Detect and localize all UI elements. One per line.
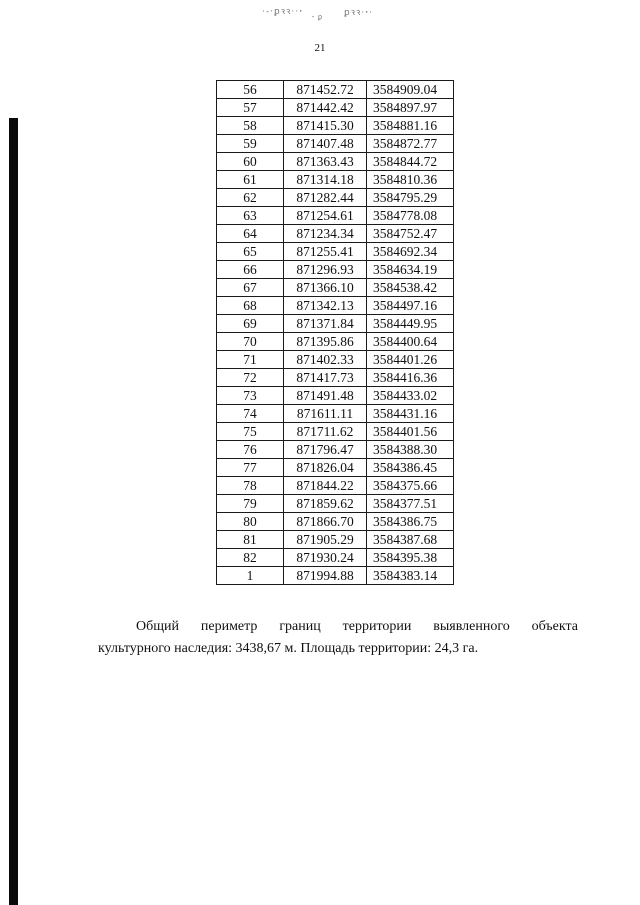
summary-word: территории xyxy=(342,619,412,634)
summary-line-2: культурного наследия: 3438,67 м. Площадь территории: 24,3 га. xyxy=(98,641,479,656)
point-number-cell: 65 xyxy=(217,243,284,261)
smudge-mark: ꝑꝛꝛ·ꞏ· xyxy=(344,7,374,17)
table-row xyxy=(217,153,454,171)
summary-paragraph xyxy=(98,616,578,660)
smudge-mark: ·-·ꝑꝛꝛ··ꞏ xyxy=(262,6,304,16)
table-row xyxy=(217,189,454,207)
y-coordinate-cell: 3584375.66 xyxy=(367,477,454,495)
table-row xyxy=(217,423,454,441)
y-coordinate-cell: 3584387.68 xyxy=(367,531,454,549)
table-row xyxy=(217,531,454,549)
point-number-cell: 75 xyxy=(217,423,284,441)
point-number-cell: 74 xyxy=(217,405,284,423)
summary-word: выявленного xyxy=(433,619,510,634)
summary-line-1 xyxy=(98,616,578,638)
y-coordinate-cell: 3584810.36 xyxy=(367,171,454,189)
table-row xyxy=(217,279,454,297)
point-number-cell: 79 xyxy=(217,495,284,513)
x-coordinate-cell: 871371.84 xyxy=(284,315,367,333)
y-coordinate-cell: 3584634.19 xyxy=(367,261,454,279)
y-coordinate-cell: 3584377.51 xyxy=(367,495,454,513)
y-coordinate-cell: 3584386.75 xyxy=(367,513,454,531)
y-coordinate-cell: 3584692.34 xyxy=(367,243,454,261)
table-row xyxy=(217,225,454,243)
x-coordinate-cell: 871314.18 xyxy=(284,171,367,189)
x-coordinate-cell: 871254.61 xyxy=(284,207,367,225)
point-number-cell: 64 xyxy=(217,225,284,243)
x-coordinate-cell: 871255.41 xyxy=(284,243,367,261)
scan-smudge-marks xyxy=(262,4,412,20)
y-coordinate-cell: 3584401.26 xyxy=(367,351,454,369)
point-number-cell: 81 xyxy=(217,531,284,549)
coordinates-table-body xyxy=(217,81,454,585)
table-row xyxy=(217,243,454,261)
table-row xyxy=(217,441,454,459)
table-row xyxy=(217,333,454,351)
x-coordinate-cell: 871859.62 xyxy=(284,495,367,513)
table-row xyxy=(217,549,454,567)
y-coordinate-cell: 3584538.42 xyxy=(367,279,454,297)
y-coordinate-cell: 3584416.36 xyxy=(367,369,454,387)
point-number-cell: 67 xyxy=(217,279,284,297)
point-number-cell: 71 xyxy=(217,351,284,369)
table-row xyxy=(217,567,454,585)
x-coordinate-cell: 871282.44 xyxy=(284,189,367,207)
x-coordinate-cell: 871296.93 xyxy=(284,261,367,279)
table-row xyxy=(217,81,454,99)
table-row xyxy=(217,99,454,117)
table-row xyxy=(217,297,454,315)
x-coordinate-cell: 871930.24 xyxy=(284,549,367,567)
x-coordinate-cell: 871363.43 xyxy=(284,153,367,171)
point-number-cell: 63 xyxy=(217,207,284,225)
y-coordinate-cell: 3584433.02 xyxy=(367,387,454,405)
x-coordinate-cell: 871417.73 xyxy=(284,369,367,387)
point-number-cell: 73 xyxy=(217,387,284,405)
point-number-cell: 77 xyxy=(217,459,284,477)
table-row xyxy=(217,387,454,405)
table-row xyxy=(217,171,454,189)
y-coordinate-cell: 3584872.77 xyxy=(367,135,454,153)
table-row xyxy=(217,117,454,135)
table-row xyxy=(217,369,454,387)
summary-word: границ xyxy=(279,619,321,634)
point-number-cell: 56 xyxy=(217,81,284,99)
y-coordinate-cell: 3584449.95 xyxy=(367,315,454,333)
y-coordinate-cell: 3584388.30 xyxy=(367,441,454,459)
point-number-cell: 60 xyxy=(217,153,284,171)
x-coordinate-cell: 871491.48 xyxy=(284,387,367,405)
summary-word: периметр xyxy=(200,619,258,634)
page-number: 21 xyxy=(314,42,326,54)
x-coordinate-cell: 871402.33 xyxy=(284,351,367,369)
y-coordinate-cell: 3584844.72 xyxy=(367,153,454,171)
point-number-cell: 58 xyxy=(217,117,284,135)
point-number-cell: 62 xyxy=(217,189,284,207)
y-coordinate-cell: 3584752.47 xyxy=(367,225,454,243)
y-coordinate-cell: 3584909.04 xyxy=(367,81,454,99)
point-number-cell: 1 xyxy=(217,567,284,585)
point-number-cell: 69 xyxy=(217,315,284,333)
table-row xyxy=(217,513,454,531)
point-number-cell: 57 xyxy=(217,99,284,117)
y-coordinate-cell: 3584897.97 xyxy=(367,99,454,117)
point-number-cell: 66 xyxy=(217,261,284,279)
point-number-cell: 61 xyxy=(217,171,284,189)
table-row xyxy=(217,207,454,225)
x-coordinate-cell: 871395.86 xyxy=(284,333,367,351)
y-coordinate-cell: 3584881.16 xyxy=(367,117,454,135)
summary-word: Общий xyxy=(136,619,179,634)
x-coordinate-cell: 871711.62 xyxy=(284,423,367,441)
table-row xyxy=(217,135,454,153)
point-number-cell: 70 xyxy=(217,333,284,351)
summary-word: объекта xyxy=(531,619,578,634)
x-coordinate-cell: 871826.04 xyxy=(284,459,367,477)
y-coordinate-cell: 3584497.16 xyxy=(367,297,454,315)
point-number-cell: 80 xyxy=(217,513,284,531)
x-coordinate-cell: 871366.10 xyxy=(284,279,367,297)
x-coordinate-cell: 871342.13 xyxy=(284,297,367,315)
table-row xyxy=(217,405,454,423)
table-row xyxy=(217,315,454,333)
y-coordinate-cell: 3584395.38 xyxy=(367,549,454,567)
y-coordinate-cell: 3584400.64 xyxy=(367,333,454,351)
y-coordinate-cell: 3584778.08 xyxy=(367,207,454,225)
y-coordinate-cell: 3584383.14 xyxy=(367,567,454,585)
point-number-cell: 68 xyxy=(217,297,284,315)
y-coordinate-cell: 3584386.45 xyxy=(367,459,454,477)
table-row xyxy=(217,459,454,477)
y-coordinate-cell: 3584401.56 xyxy=(367,423,454,441)
y-coordinate-cell: 3584795.29 xyxy=(367,189,454,207)
x-coordinate-cell: 871442.42 xyxy=(284,99,367,117)
point-number-cell: 59 xyxy=(217,135,284,153)
x-coordinate-cell: 871866.70 xyxy=(284,513,367,531)
x-coordinate-cell: 871796.47 xyxy=(284,441,367,459)
point-number-cell: 78 xyxy=(217,477,284,495)
x-coordinate-cell: 871452.72 xyxy=(284,81,367,99)
coordinates-table xyxy=(216,80,454,585)
table-row xyxy=(217,495,454,513)
table-row xyxy=(217,351,454,369)
x-coordinate-cell: 871905.29 xyxy=(284,531,367,549)
x-coordinate-cell: 871407.48 xyxy=(284,135,367,153)
smudge-mark: ꞏ ꝑ xyxy=(312,13,324,21)
point-number-cell: 72 xyxy=(217,369,284,387)
x-coordinate-cell: 871234.34 xyxy=(284,225,367,243)
x-coordinate-cell: 871994.88 xyxy=(284,567,367,585)
point-number-cell: 76 xyxy=(217,441,284,459)
x-coordinate-cell: 871611.11 xyxy=(284,405,367,423)
point-number-cell: 82 xyxy=(217,549,284,567)
scan-edge-bar xyxy=(9,118,18,905)
table-row xyxy=(217,477,454,495)
table-row xyxy=(217,261,454,279)
y-coordinate-cell: 3584431.16 xyxy=(367,405,454,423)
x-coordinate-cell: 871844.22 xyxy=(284,477,367,495)
x-coordinate-cell: 871415.30 xyxy=(284,117,367,135)
